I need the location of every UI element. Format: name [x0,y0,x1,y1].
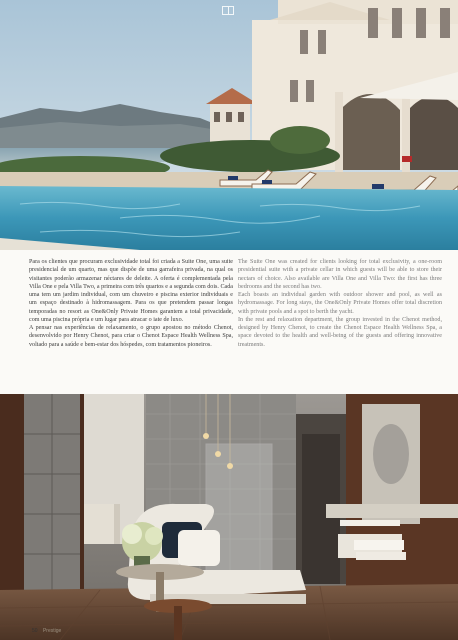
paragraph-pt-2: A pensar nas experiências de relaxamento, o grupo apostou no método Chenot, desenvolvido por Henry Chenot, para criar o Chenot Espace Health Wellness Spa, voltado para a saúde e bem-estar dos hóspedes, com tratamentos pioneiros. [29,325,233,348]
magazine-name: Prestige [42,628,62,634]
article-column-portuguese [29,258,233,349]
paragraph-en-3: In the rest and relaxation department, the group invested in the Chenot method, designed by Henry Chenot, to create the Chenot Espace Health Wellness Spa, a space devoted to the health and well-being of the guests and offering innovative treatments. [238,316,442,348]
paragraph-en-2: Each boasts an individual garden with outdoor shower and pool, as well as hydromassage. For long stays, the One&Only Private Homes offer total discretion with private pools and a spot to berth the yacht. [238,292,442,315]
page-layout-icon [222,6,234,15]
spa-interior-photo [0,394,458,640]
page-footer [32,628,65,634]
hero-photo-resort-pool [0,0,458,250]
paragraph-pt-1: Para os clientes que procuram exclusividade total foi criada a Suite One, uma suite presidencial de um quarto, mas que dispõe de uma garrafeira privada, na qual os visitantes poderão armazenar néctares de deleite. A oferta é complementada pela Villa One e pela Villa Two, a primeira com três quartos e a segunda com dois. Cada uma tem um jardim individual, com um chuveiro e piscina exterior individuais e um espaço destinado à hidromassagem. Para os que pretendem passar longas temporadas no resort as One&Only Private Homes garantem a total privacidade, com uma piscina própria e um lugar para atracar o iate de luxo. [29,259,233,323]
paragraph-en-1: The Suite One was created for clients looking for total exclusivity, a one-room presidential suite with a private cellar in which guests will be able to store their nectars of choice. Also available are Villa One and Villa Two: the first has three bedrooms and the second has two. [238,259,442,290]
page-number: 50 [32,628,38,634]
article-column-english [238,258,442,349]
